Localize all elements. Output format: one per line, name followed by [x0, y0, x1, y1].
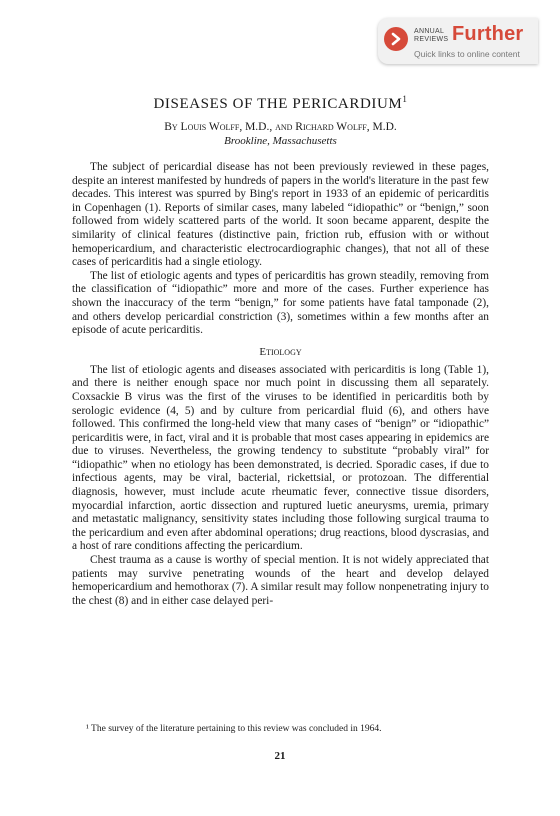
section-heading: Etiology [259, 345, 302, 358]
further-badge[interactable] [378, 18, 538, 64]
footnote: ¹ The survey of the literature pertaining to this review was concluded in 1964. [86, 724, 382, 734]
paragraph: The subject of pericardial disease has not been previously reviewed in these pages, despite an interest manifested by hundreds of papers in the world's literature in the past few decades. This interest was spurred by Bing's report in 1933 of an epidemic of pericarditis in Copenhagen (1). Reports of similar cases, many labeled “idiopathic” or “benign,” soon followed from widely scattered parts of the world. It soon became apparent, despite the similarity of clinical features (distinctive pain, friction rub, effusion with or without hemopericardium, and characteristic electrocardiographic changes), that not all of these cases of pericarditis had a single etiology. [72, 161, 489, 269]
article-title: DISEASES OF THE PERICARDIUM$^1$ [153, 94, 408, 112]
paragraph: Chest trauma as a cause is worthy of special mention. It is not widely appreciated that patients may survive penetrating wounds of the heart and develop delayed hemopericardium and hemothorax (7). A similar result may follow nonpenetrating injury to the chest (8) and in either case delayed peri- [72, 554, 489, 607]
badge-subtitle: Quick links to online content [414, 49, 520, 59]
article-place: Brookline, Massachusetts [224, 135, 337, 147]
paragraph: The list of etiologic agents and types of pericarditis has grown steadily, removing from the classification of “idiopathic” more and more of the cases. Further experience has shown the inaccuracy of the term “benign,” for some patients have fatal tamponade (2), and others develop pericardial constriction (3), sometimes within a few months after an episode of acute pericarditis. [72, 269, 489, 337]
arrow-icon [384, 27, 408, 51]
annual-reviews-label: ANNUAL REVIEWS [414, 28, 449, 43]
further-label: Further [452, 23, 524, 45]
paragraph: The list of etiologic agents and diseases associated with pericarditis is long (Table 1), and there is neither enough space nor much point in discussing them all separately. Coxsackie B virus was the first of the viruses to be identified in pericarditis both by serologic evidence (4, 5) and by culture from pericardial fluid (6), and others have followed. This confirmed the long-held view that many cases of “benign” or “idiopathic” pericarditis were, in fact, viral and it is probable that most cases appearing in epidemics are due to viruses. Nevertheless, the growing tendency to substitute “probably viral” for “idiopathic” when no etiology has been demonstrated, is decried. Sporadic cases, if due to infectious agents, may be viral, bacterial, rickettsial, or protozoan. The differential diagnosis, however, must include acute rheumatic fever, connective tissue disorders, myocardial infarction, aortic dissection and ruptured luetic aneurysms, uremia, primary and metastatic malignancy, sensitivity states including those following surgical trauma to the pericardium and even after abdominal operations; drug reactions, blood dyscrasias, and a host of rare conditions affecting the pericardium. [72, 363, 489, 553]
page-number: 21 [274, 750, 286, 762]
article [72, 94, 489, 608]
article-authors: By Louis Wolff, M.D., and Richard Wolff, M.D. [164, 121, 397, 133]
